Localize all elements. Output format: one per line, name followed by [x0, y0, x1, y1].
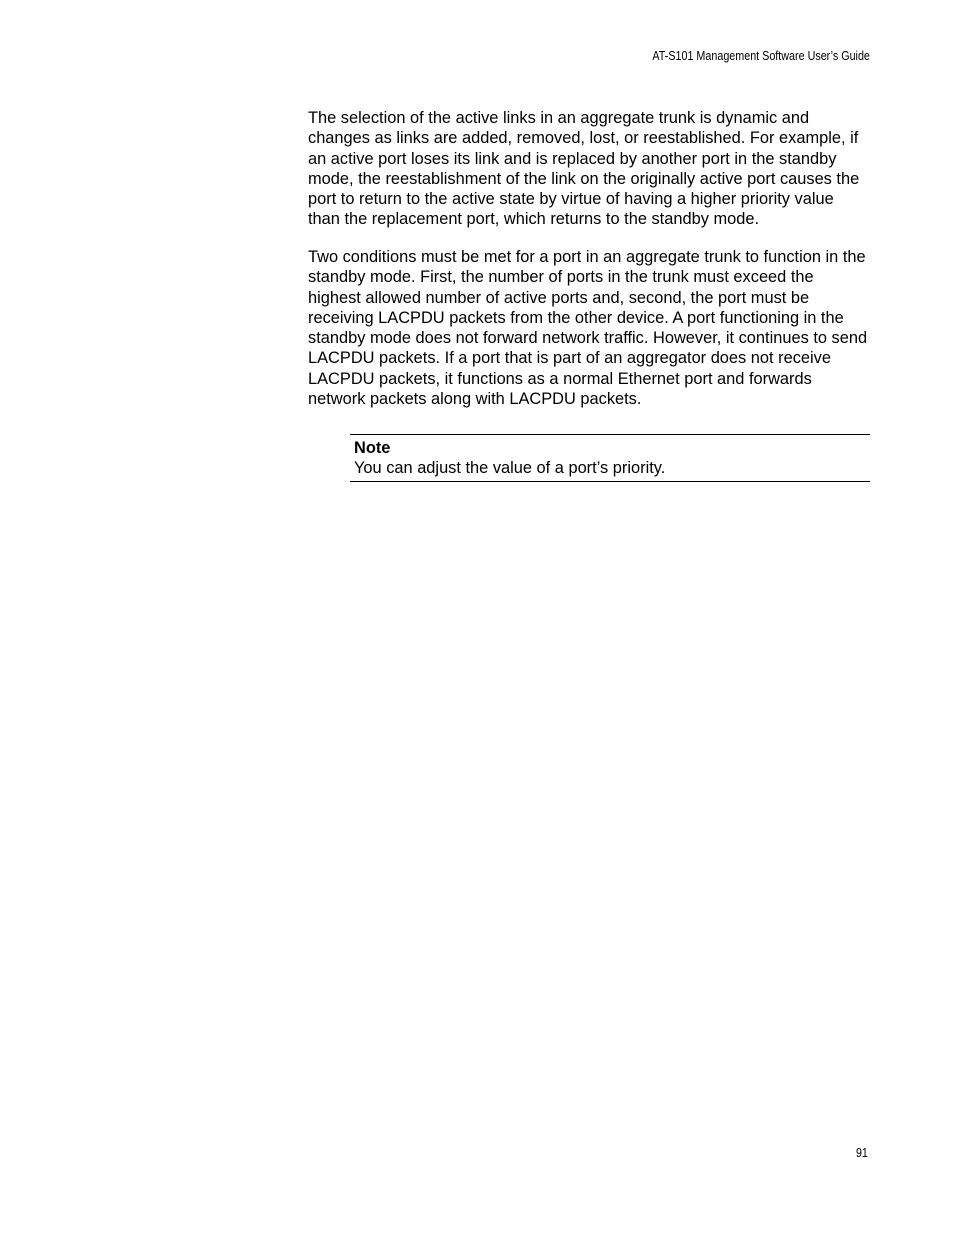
body-paragraph-2: Two conditions must be met for a port in an aggregate trunk to function in the standby mode. First, the number of ports in the trunk must exceed the highest allowed number of active ports and, second, the port must be receiving LACPDU packets from the other device. A port functioning in the standby mode does not forward network traffic. However, it continues to send LACPDU packets. If a port that is part of an aggregator does not receive LACPDU packets, it functions as a normal Ethernet port and forwards network packets along with LACPDU packets. [308, 248, 868, 409]
page-number: 91 [856, 1146, 868, 1160]
note-text: You can adjust the value of a port’s priority. [354, 459, 666, 477]
running-header: AT-S101 Management Software User’s Guide [652, 49, 870, 63]
note-box [350, 434, 870, 482]
body-paragraph-1: The selection of the active links in an aggregate trunk is dynamic and changes as links are added, removed, lost, or reestablished. For example, if an active port loses its link and is replaced by another port in the standby mode, the reestablishment of the link on the originally active port causes the port to return to the active state by virtue of having a higher priority value than the replacement port, which returns to the standby mode. [308, 109, 860, 229]
note-title: Note [354, 439, 391, 457]
